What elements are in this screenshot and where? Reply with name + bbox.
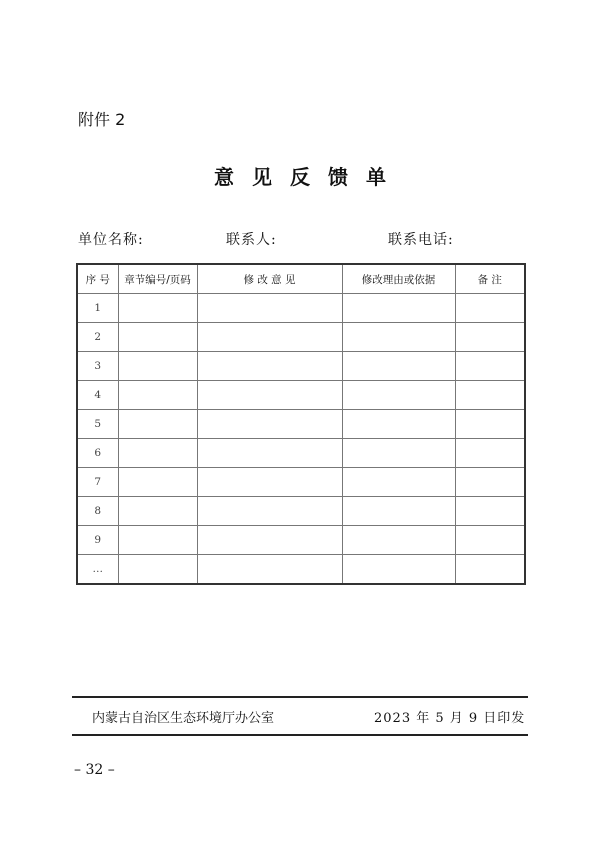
reason-cell[interactable]: [342, 410, 455, 439]
section-cell[interactable]: [118, 410, 197, 439]
table-row: [77, 294, 525, 323]
header-section: 章节编号/页码: [118, 264, 197, 294]
note-cell[interactable]: [455, 352, 525, 381]
note-cell[interactable]: [455, 294, 525, 323]
table-header-row: [77, 264, 525, 294]
feedback-table: [76, 263, 526, 585]
opinion-cell[interactable]: [197, 323, 342, 352]
table-row: [77, 381, 525, 410]
row-number: 8: [77, 497, 118, 526]
row-number: 5: [77, 410, 118, 439]
reason-cell[interactable]: [342, 323, 455, 352]
opinion-cell[interactable]: [197, 294, 342, 323]
contact-person-label: 联系人:: [226, 232, 277, 248]
row-number: 9: [77, 526, 118, 555]
note-cell[interactable]: [455, 526, 525, 555]
section-cell[interactable]: [118, 352, 197, 381]
note-cell[interactable]: [455, 381, 525, 410]
row-number: …: [77, 555, 118, 585]
opinion-cell[interactable]: [197, 439, 342, 468]
opinion-cell[interactable]: [197, 381, 342, 410]
footer-top-rule: [72, 696, 528, 698]
unit-name-label: 单位名称:: [78, 232, 144, 248]
note-cell[interactable]: [455, 555, 525, 585]
table-row: [77, 410, 525, 439]
opinion-cell[interactable]: [197, 555, 342, 585]
row-number: 1: [77, 294, 118, 323]
table-row: [77, 526, 525, 555]
header-note: 备 注: [455, 264, 525, 294]
note-cell[interactable]: [455, 468, 525, 497]
issuer-text: 内蒙古自治区生态环境厅办公室: [92, 711, 275, 726]
header-no: 序 号: [77, 264, 118, 294]
attachment-label: 附件 2: [78, 110, 126, 129]
section-cell[interactable]: [118, 323, 197, 352]
row-number: 3: [77, 352, 118, 381]
opinion-cell[interactable]: [197, 468, 342, 497]
row-number: 2: [77, 323, 118, 352]
table-row: [77, 555, 525, 585]
section-cell[interactable]: [118, 555, 197, 585]
reason-cell[interactable]: [342, 294, 455, 323]
section-cell[interactable]: [118, 439, 197, 468]
section-cell[interactable]: [118, 294, 197, 323]
section-cell[interactable]: [118, 526, 197, 555]
table-row: [77, 439, 525, 468]
header-reason: 修改理由或依据: [342, 264, 455, 294]
opinion-cell[interactable]: [197, 497, 342, 526]
table-row: [77, 323, 525, 352]
opinion-cell[interactable]: [197, 352, 342, 381]
note-cell[interactable]: [455, 323, 525, 352]
section-cell[interactable]: [118, 381, 197, 410]
section-cell[interactable]: [118, 497, 197, 526]
row-number: 6: [77, 439, 118, 468]
note-cell[interactable]: [455, 439, 525, 468]
page-number: – 32 –: [74, 762, 115, 778]
row-number: 7: [77, 468, 118, 497]
header-opinion: 修 改 意 见: [197, 264, 342, 294]
reason-cell[interactable]: [342, 468, 455, 497]
opinion-cell[interactable]: [197, 410, 342, 439]
table-row: [77, 468, 525, 497]
note-cell[interactable]: [455, 410, 525, 439]
opinion-cell[interactable]: [197, 526, 342, 555]
page-title: 意见反馈单: [214, 165, 404, 189]
reason-cell[interactable]: [342, 555, 455, 585]
reason-cell[interactable]: [342, 526, 455, 555]
table-row: [77, 497, 525, 526]
row-number: 4: [77, 381, 118, 410]
note-cell[interactable]: [455, 497, 525, 526]
footer-bottom-rule: [72, 734, 528, 736]
reason-cell[interactable]: [342, 352, 455, 381]
reason-cell[interactable]: [342, 439, 455, 468]
reason-cell[interactable]: [342, 497, 455, 526]
contact-phone-label: 联系电话:: [388, 232, 454, 248]
reason-cell[interactable]: [342, 381, 455, 410]
issue-date-text: 2023 年 5 月 9 日印发: [374, 711, 526, 726]
section-cell[interactable]: [118, 468, 197, 497]
table-row: [77, 352, 525, 381]
